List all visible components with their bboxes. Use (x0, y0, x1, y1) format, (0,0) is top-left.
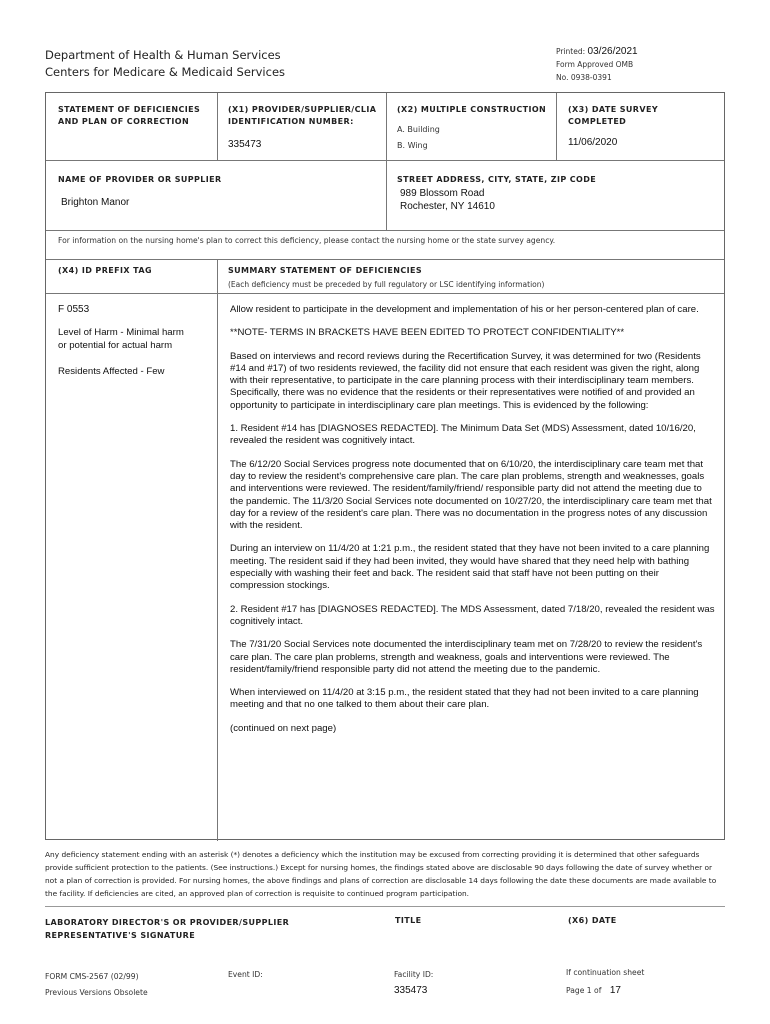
confidentiality-note: **NOTE- TERMS IN BRACKETS HAVE BEEN EDITED TO PROTECT CONFIDENTIALITY** (230, 327, 625, 339)
x2-label: (X2) MULTIPLE CONSTRUCTION (397, 105, 547, 114)
x1-cell: (X1) PROVIDER/SUPPLIER/CLIA IDENTIFICATION NUMBER: 335473 (228, 105, 377, 150)
omb-number: No. 0938-0391 (556, 73, 612, 82)
summary-paragraph: 2. Resident #17 has [DIAGNOSES REDACTED]. The MDS Assessment, dated 7/18/20, revealed the resident was cognitively intact. (230, 603, 715, 627)
summary-paragraph: 1. Resident #14 has [DIAGNOSES REDACTED]. The Minimum Data Set (MDS) Assessment, dated 10/16/20, revealed the resident was cognitively intact. (230, 423, 696, 447)
department-name: Department of Health & Human Services (45, 48, 281, 62)
page-info (566, 968, 644, 998)
level-of-harm: Level of Harm - Minimal harm or potential for actual harm (58, 327, 184, 351)
tag-column (58, 304, 208, 377)
provider-cell (58, 175, 222, 208)
summary-sub: (Each deficiency must be preceded by full regulatory or LSC identifying information) (228, 280, 545, 289)
printed-block (556, 45, 638, 84)
x3-cell: (X3) DATE SURVEY COMPLETED 11/06/2020 (568, 105, 659, 148)
statement-label: STATEMENT OF DEFICIENCIES (58, 105, 201, 114)
date-label: (X6) DATE (568, 916, 617, 925)
x2-cell (397, 105, 546, 150)
summary-paragraph: Based on interviews and record reviews during the Recertification Survey, it was determined for two (Residents #14 and #17) of two residents reviewed, the facility did not ensure that each resident was given the right, along with their representative, to participate in the care planning process with their interdisciplinary team members. Specifically, there was no evidence that the residents or their representatives were notified of and provided an opportunity to participate in interdisciplinary care plan meetings. This is evidenced by the following: (230, 350, 701, 411)
x1-label: (X1) PROVIDER/SUPPLIER/CLIA (228, 105, 377, 114)
deficiency-form (45, 92, 725, 840)
continuation-label: If continuation sheet (566, 968, 645, 977)
printed-date: 03/26/2021 (587, 46, 638, 57)
centers-name: Centers for Medicare & Medicaid Services (45, 65, 286, 79)
address-line-2: Rochester, NY 14610 (400, 201, 495, 212)
building-label: A. Building (397, 125, 440, 134)
event-id-label: Event ID: (228, 970, 263, 979)
f-tag: F 0553 (58, 304, 90, 315)
x4-header (58, 266, 152, 275)
form-number: FORM CMS-2567 (02/99) (45, 972, 139, 981)
wing-label: B. Wing (397, 141, 428, 150)
page-label: Page 1 of (566, 986, 602, 995)
page-total: 17 (609, 985, 621, 996)
director-signature-label: LABORATORY DIRECTOR'S OR PROVIDER/SUPPLIER REPRESENTATIVE'S SIGNATURE (45, 918, 290, 940)
printed-label: Printed: (556, 47, 586, 56)
summary-paragraph: During an interview on 11/4/20 at 1:21 p.m., the resident stated that they have not been invited to a care planning meeting. The resident said if they had been invited, they would have shared that they need help with bathing especially with washing their feet and back. The resident said that staff have not been putting on their compression stockings. (230, 543, 710, 592)
address-cell (397, 175, 596, 212)
form-number-block (45, 969, 148, 1001)
summary-paragraph: The 7/31/20 Social Services note documented the interdisciplinary team met on 7/28/20 to review the resident's care plan. The care plan problems, strength and weakness, goals and interventions were reviewed. The resident/family/friend responsible party did not attend the meeting due to the pandemic. (230, 639, 703, 675)
provider-id: 335473 (228, 139, 262, 150)
summary-content (230, 304, 716, 746)
summary-paragraph: The 6/12/20 Social Services progress note documented that on 6/10/20, the interdisciplinary care team met that day to review the resident's comprehensive care plan. The care plan problems, strength and weaknesses, goals and interventions were reviewed. The resident/family/friend/ responsible party did not attend the meeting due to the pandemic. The 11/3/20 Social Services note documented on 10/27/20, the interdisciplinary care team met that day for a review of the resident's care plan. There was no documentation in the progress notes of any discussion with the resident. (230, 458, 712, 532)
info-line: For information on the nursing home's plan to correct this deficiency, please contact the nursing home or the state survey agency. (58, 236, 556, 245)
summary-label: SUMMARY STATEMENT OF DEFICIENCIES (228, 266, 423, 275)
obsolete-note: Previous Versions Obsolete (45, 988, 148, 997)
department-header (45, 47, 285, 81)
address-label: STREET ADDRESS, CITY, STATE, ZIP CODE (397, 175, 597, 184)
facility-id-block (394, 970, 433, 996)
provider-label: NAME OF PROVIDER OR SUPPLIER (58, 175, 222, 184)
disclosure-footnote: Any deficiency statement ending with an asterisk (*) denotes a deficiency which the institution may be excused from correcting providing it is determined that other safeguards provide sufficient protection to the patients. (See instructions.) Except for nursing homes, the findings stated above are disclosable 90 days following the date of survey whether or not a plan of correction is provided. For nursing homes, the above findings and plans of correction are disclosable 14 days following the date these documents are made available to the facility. If deficiencies are cited, an approved plan of correction is requisite to continued program participation. (45, 850, 717, 898)
facility-id-value: 335473 (394, 985, 428, 996)
x4-label: (X4) ID PREFIX TAG (58, 266, 152, 275)
provider-name: Brighton Manor (61, 197, 130, 208)
x3-label: (X3) DATE SURVEY (568, 105, 659, 114)
summary-paragraph: When interviewed on 11/4/20 at 3:15 p.m., the resident stated that they had not been invited to a care planning meeting and that no one talked to them about their care plan. (230, 687, 699, 711)
title-label: TITLE (395, 916, 422, 925)
address-line-1: 989 Blossom Road (400, 188, 485, 199)
facility-id-label: Facility ID: (394, 970, 434, 979)
residents-affected: Residents Affected - Few (58, 366, 165, 377)
statement-cell: STATEMENT OF DEFICIENCIES AND PLAN OF CORRECTION (58, 105, 201, 126)
continued-note: (continued on next page) (230, 722, 337, 734)
survey-date: 11/06/2020 (568, 137, 618, 148)
summary-paragraph: Allow resident to participate in the development and implementation of his or her person-centered plan of care. (230, 304, 699, 315)
summary-header (228, 266, 544, 289)
form-approved: Form Approved OMB (556, 60, 634, 69)
signature-divider (45, 906, 725, 907)
